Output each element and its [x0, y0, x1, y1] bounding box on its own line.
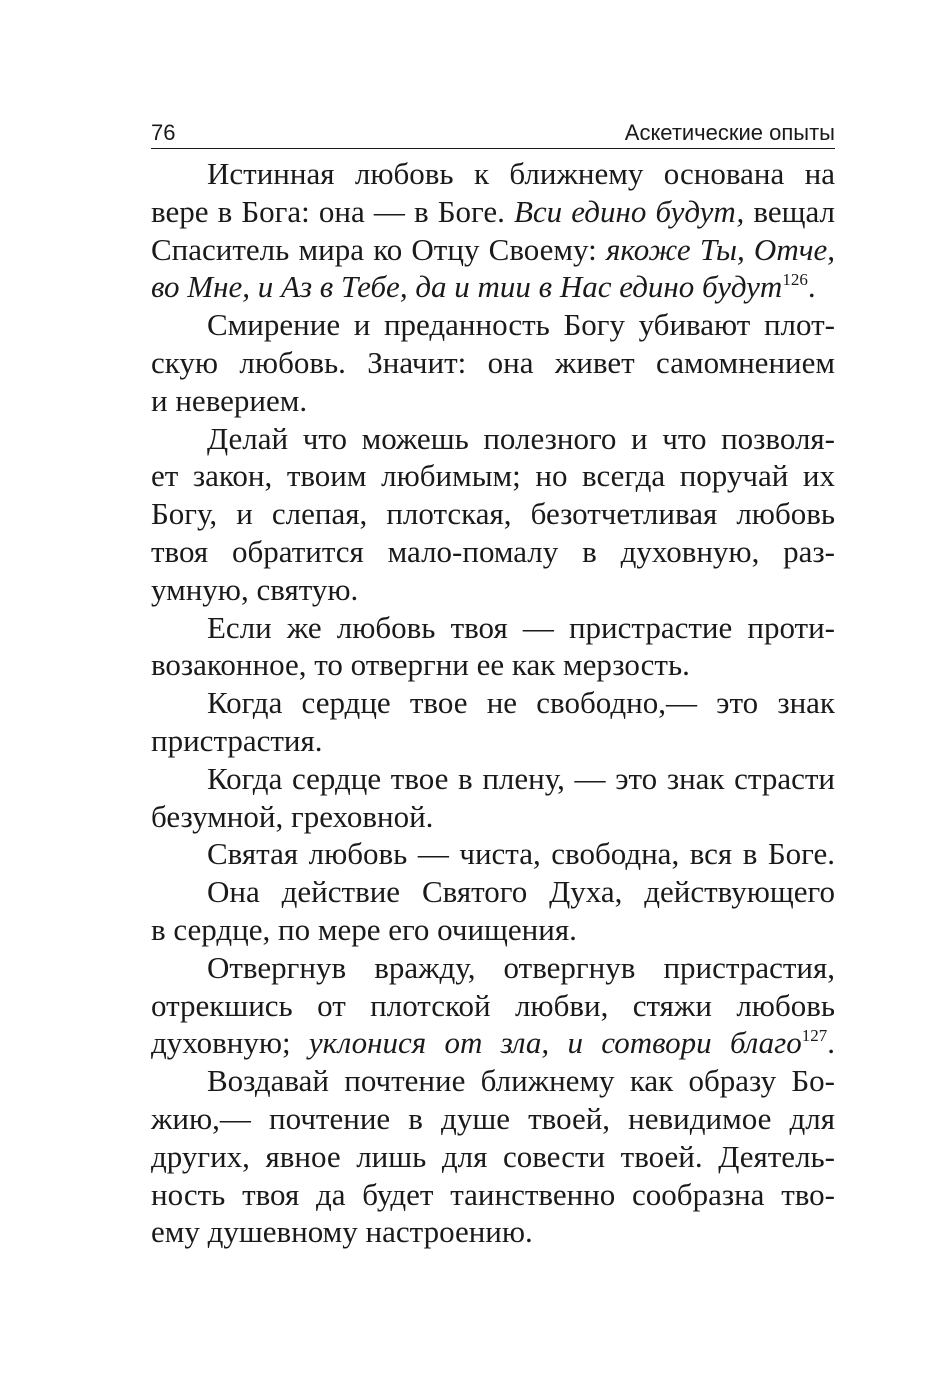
scripture-quote: во Мне, и Аз в Тебе, да и тии в Нас едино будут	[151, 269, 783, 305]
text-run: скую любовь. Значит: она живет самомнением	[151, 344, 835, 380]
text-run: Когда сердце твое в плену, — это знак страсти	[207, 760, 835, 796]
text-run: Отвергнув вражду, отвергнув пристрастия,	[207, 949, 835, 985]
paragraph	[151, 420, 835, 609]
running-header	[151, 118, 835, 149]
text-run: Смирение и преданность Богу убивают плот-	[207, 307, 835, 343]
page-number: 76	[151, 120, 176, 145]
text-line	[151, 1176, 835, 1214]
text-line	[151, 798, 835, 836]
text-run: Делай что можешь полезного и что позволя-	[207, 420, 835, 456]
text-run: других, явное лишь для совести твоей. Деятель-	[151, 1138, 835, 1174]
paragraph	[151, 949, 835, 1062]
text-line	[151, 420, 835, 458]
text-run: .	[827, 1025, 835, 1061]
text-line	[151, 306, 835, 344]
text-run: твоя обратится мало-помалу в духовную, раз-	[151, 533, 835, 569]
paragraph	[151, 155, 835, 306]
paragraph	[151, 835, 835, 873]
text-line	[151, 949, 835, 987]
text-line	[151, 193, 835, 231]
text-line	[151, 835, 835, 873]
text-line	[151, 571, 835, 609]
text-line	[151, 911, 835, 949]
text-line	[151, 457, 835, 495]
text-line	[151, 760, 835, 798]
text-line	[151, 1100, 835, 1138]
text-run: безумной, греховной.	[151, 798, 434, 834]
paragraph	[151, 873, 835, 949]
text-line	[151, 533, 835, 571]
text-line	[151, 684, 835, 722]
text-run: вещал	[744, 193, 835, 229]
paragraph	[151, 1062, 835, 1251]
text-run: Если же любовь твоя — пристрастие проти-	[207, 609, 835, 645]
text-run: Святая любовь — чиста, свободна, вся в Боге.	[207, 836, 835, 872]
text-line	[151, 1138, 835, 1176]
text-line	[151, 344, 835, 382]
text-run: отрекшись от плотской любви, стяжи любовь	[151, 987, 835, 1023]
scripture-quote: якоже Ты, Отче,	[605, 231, 836, 267]
footnote-ref: 127	[801, 1026, 828, 1046]
text-run: жию,— почтение в душе твоей, невидимое для	[151, 1100, 835, 1136]
text-line	[151, 155, 835, 193]
text-run: в сердце, по мере его очищения.	[151, 911, 577, 947]
body-text	[151, 155, 835, 1251]
text-run: Воздавай почтение ближнему как образу Бо-	[207, 1063, 835, 1099]
text-line	[151, 1213, 835, 1251]
text-line	[151, 722, 835, 760]
book-page	[151, 118, 835, 1251]
text-run: .	[807, 269, 816, 305]
text-run: ет закон, твоим любимым; но всегда поручай их	[151, 458, 835, 494]
text-run: ность твоя да будет таинственно сообразна тво-	[151, 1176, 835, 1212]
text-run: вере в Бога: она — в Боге.	[151, 193, 514, 229]
text-run: духовную;	[151, 1025, 309, 1061]
text-line	[151, 382, 835, 420]
text-line	[151, 646, 835, 684]
paragraph	[151, 760, 835, 836]
text-run: Истинная любовь к ближнему основана на	[207, 156, 835, 191]
text-line	[151, 231, 835, 269]
text-run: и неверием.	[151, 382, 308, 418]
text-line	[151, 987, 835, 1025]
text-run: Богу, и слепая, плотская, безотчетливая любовь	[151, 496, 835, 532]
text-line	[151, 495, 835, 533]
text-run: возаконное, то отвергни ее как мерзость.	[151, 647, 690, 683]
text-run: ему душевному настроению.	[151, 1214, 533, 1250]
scripture-quote: уклонися от зла, и сотвори благо	[308, 1025, 802, 1061]
footnote-ref: 126	[782, 270, 808, 290]
text-run: Она действие Святого Духа, действующего	[207, 874, 835, 910]
text-line	[151, 609, 835, 647]
text-run: умную, святую.	[151, 571, 359, 607]
text-run: Когда сердце твое не свободно,— это знак	[207, 685, 835, 721]
paragraph	[151, 306, 835, 419]
text-run: Спаситель мира ко Отцу Своему:	[151, 231, 606, 267]
text-line	[151, 1024, 835, 1062]
text-line	[151, 873, 835, 911]
paragraph	[151, 684, 835, 760]
text-run: пристрастия.	[151, 722, 323, 758]
text-line	[151, 268, 835, 306]
running-title: Аскетические опыты	[624, 120, 835, 145]
paragraph	[151, 609, 835, 685]
scripture-quote: Вси едино будут,	[513, 193, 745, 229]
text-line	[151, 1062, 835, 1100]
